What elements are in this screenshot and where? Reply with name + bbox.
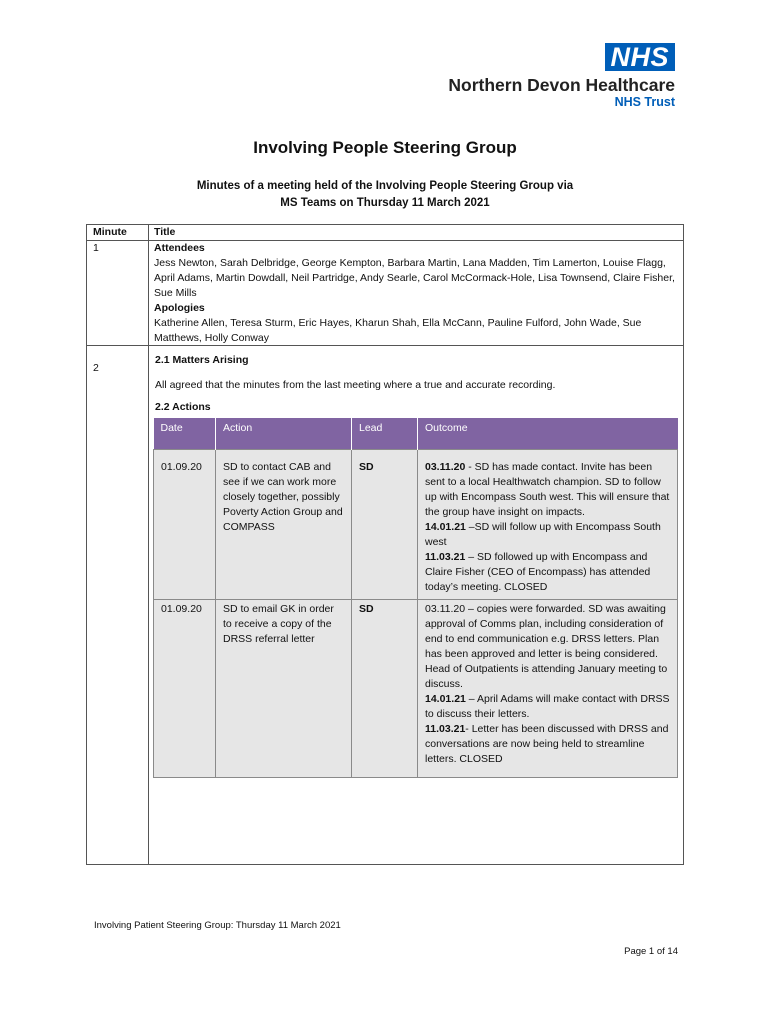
action-lead: SD xyxy=(352,600,418,778)
apologies-list: Katherine Allen, Teresa Sturm, Eric Hayes, Kharun Shah, Ella McCann, Pauline Fulford, John Wade, Sue Matthews, Holly Conway xyxy=(154,317,642,344)
outcome-text: – SD followed up with Encompass and Claire Fisher (CEO of Encompass) has attended today’s meeting. CLOSED xyxy=(425,551,651,593)
outcome-date: 11.03.21 xyxy=(425,551,466,563)
table-row xyxy=(154,600,678,778)
outcome-date: 14.01.21 xyxy=(425,521,466,533)
outcome-text: - Letter has been discussed with DRSS and conversations are now being held to streamline letters. CLOSED xyxy=(425,723,669,765)
outcome-text: 03.11.20 – copies were forwarded. SD was awaiting approval of Comms plan, including consideration of end to end communication e.g. DRSS letters. Plan has been approved and letter is being considered. Head of Outpatients is attending January meeting to discuss. xyxy=(425,603,668,690)
table-row xyxy=(154,450,678,600)
header-minute: Minute xyxy=(93,226,127,238)
page-footer: Involving Patient Steering Group: Thursday 11 March 2021 xyxy=(94,920,341,931)
column-divider xyxy=(148,225,149,864)
matters-arising-text: All agreed that the minutes from the last meeting where a true and accurate recording. xyxy=(155,379,556,391)
action-outcome xyxy=(418,600,678,778)
page-number: Page 1 of 14 xyxy=(624,946,678,957)
minute-number-2: 2 xyxy=(93,362,99,374)
minute-number-1: 1 xyxy=(93,242,99,254)
trust-name: NHS Trust xyxy=(614,95,675,109)
action-date: 01.09.20 xyxy=(154,450,216,600)
outcome-date: 03.11.20 xyxy=(425,461,466,473)
actions-header-lead: Lead xyxy=(352,418,418,450)
action-outcome xyxy=(418,450,678,600)
actions-header-action: Action xyxy=(216,418,352,450)
subtitle-line-2: MS Teams on Thursday 11 March 2021 xyxy=(280,197,490,209)
actions-header-outcome: Outcome xyxy=(418,418,678,450)
outcome-date: 11.03.21 xyxy=(425,723,466,735)
attendees-heading: Attendees xyxy=(154,242,205,254)
outcome-text: - SD has made contact. Invite has been sent to a local Healthwatch champion. SD to follow up with Encompass South west. This will ensure that the group have insight on impacts. xyxy=(425,461,670,518)
document-subtitle xyxy=(0,178,770,212)
outcome-text: – April Adams will make contact with DRSS to discuss their letters. xyxy=(425,693,670,720)
outcome-date: 14.01.21 xyxy=(425,693,466,705)
outcome-text: –SD will follow up with Encompass South west xyxy=(425,521,661,548)
nhs-logo-mark: NHS xyxy=(605,43,675,71)
apologies-heading: Apologies xyxy=(154,302,205,314)
subtitle-line-1: Minutes of a meeting held of the Involving People Steering Group via xyxy=(196,180,574,192)
attendees-list: Jess Newton, Sarah Delbridge, George Kempton, Barbara Martin, Lana Madden, Tim Lamerton, Louise Flagg, April Adams, Martin Dowdall, Neil Partridge, Andy Searle, Carol McCormack-Hole, Lisa Townsend, Claire Fisher, Sue Mills xyxy=(154,257,675,299)
actions-header-row xyxy=(154,418,678,450)
actions-header-date: Date xyxy=(154,418,216,450)
header-title: Title xyxy=(154,226,176,238)
action-description: SD to contact CAB and see if we can work more closely together, possibly Poverty Action Group and COMPASS xyxy=(216,450,352,600)
attendance-section xyxy=(154,241,682,346)
actions-heading: 2.2 Actions xyxy=(155,401,211,413)
action-description: SD to email GK in order to receive a copy of the DRSS referral letter xyxy=(216,600,352,778)
action-date: 01.09.20 xyxy=(154,600,216,778)
document-title: Involving People Steering Group xyxy=(253,138,517,157)
nhs-logo xyxy=(415,43,675,110)
action-lead: SD xyxy=(352,450,418,600)
actions-table xyxy=(153,418,678,778)
organisation-name: Northern Devon Healthcare xyxy=(448,75,675,95)
matters-arising-heading: 2.1 Matters Arising xyxy=(155,354,249,366)
